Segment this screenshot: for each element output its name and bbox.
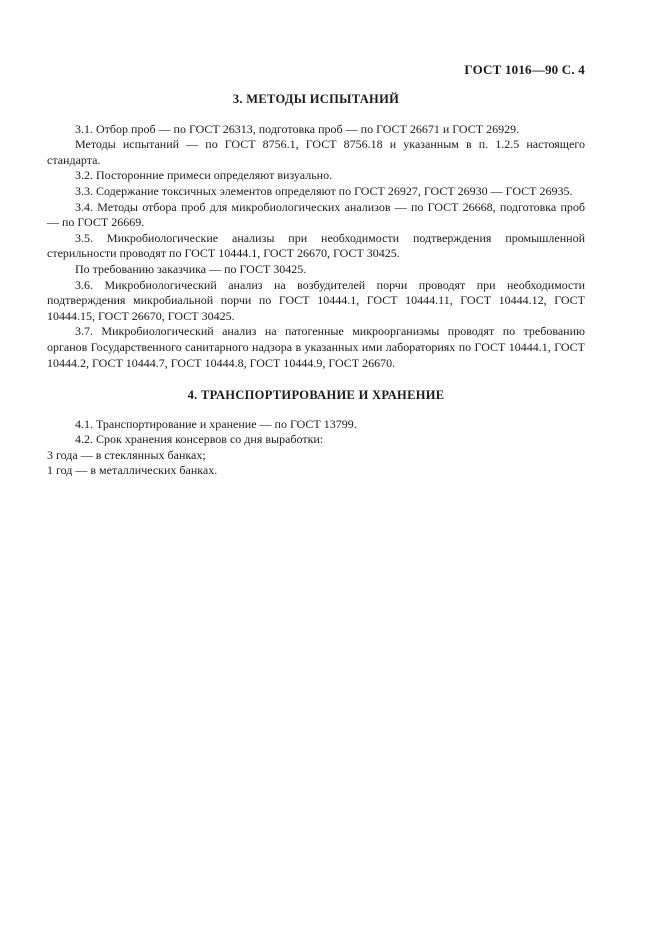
storage-item-metal: 1 год — в металлических банках. xyxy=(47,463,218,478)
section-3-title: 3. МЕТОДЫ ИСПЫТАНИЙ xyxy=(232,92,400,106)
paragraph-3-6: 3.6. Микробиологический анализ на возбудителей порчи проводят при необходимости подтверждения микробиальной порчи по ГОСТ 10444.1, ГОСТ 10444.11, ГОСТ 10444.12, ГОСТ 10444.15, ГОСТ 26670, ГОСТ 30425. xyxy=(47,277,585,323)
paragraph-3-1: 3.1. Отбор проб — по ГОСТ 26313, подготовка проб — по ГОСТ 26671 и ГОСТ 26929. xyxy=(75,121,520,136)
paragraph-3-7: 3.7. Микробиологический анализ на патогенные микроорганизмы проводят по требованию органов Государственного санитарного надзора в указанных ими лабораториях по ГОСТ 10444.1, ГОСТ 10444.2, ГОСТ 10444.7, ГОСТ 10444.8, ГОСТ 10444.9, ГОСТ 26670. xyxy=(47,324,585,370)
page-content xyxy=(47,92,585,479)
page-header: ГОСТ 1016—90 С. 4 xyxy=(464,62,585,77)
paragraph-4-2: 4.2. Срок хранения консервов со дня выработки: xyxy=(75,432,324,447)
paragraph-3-5-customer: По требованию заказчика — по ГОСТ 30425. xyxy=(75,261,307,276)
paragraph-4-1: 4.1. Транспортирование и хранение — по ГОСТ 13799. xyxy=(75,416,357,431)
paragraph-3-5: 3.5. Микробиологические анализы при необходимости подтверждения промышленной стерильности проводят по ГОСТ 10444.1, ГОСТ 26670, ГОСТ 30425. xyxy=(47,230,585,261)
paragraph-3-4: 3.4. Методы отбора проб для микробиологических анализов — по ГОСТ 26668, подготовка проб — по ГОСТ 26669. xyxy=(47,199,585,230)
paragraph-3-3: 3.3. Содержание токсичных элементов определяют по ГОСТ 26927, ГОСТ 26930 — ГОСТ 26935. xyxy=(75,183,573,198)
paragraph-3-1-methods: Методы испытаний — по ГОСТ 8756.1, ГОСТ 8756.18 и указанным в п. 1.2.5 настоящего стандарта. xyxy=(47,137,585,167)
storage-item-glass: 3 года — в стеклянных банках; xyxy=(47,447,206,462)
section-4-title: 4. ТРАНСПОРТИРОВАНИЕ И ХРАНЕНИЕ xyxy=(187,388,445,403)
paragraph-3-2: 3.2. Посторонние примеси определяют визуально. xyxy=(75,168,333,183)
